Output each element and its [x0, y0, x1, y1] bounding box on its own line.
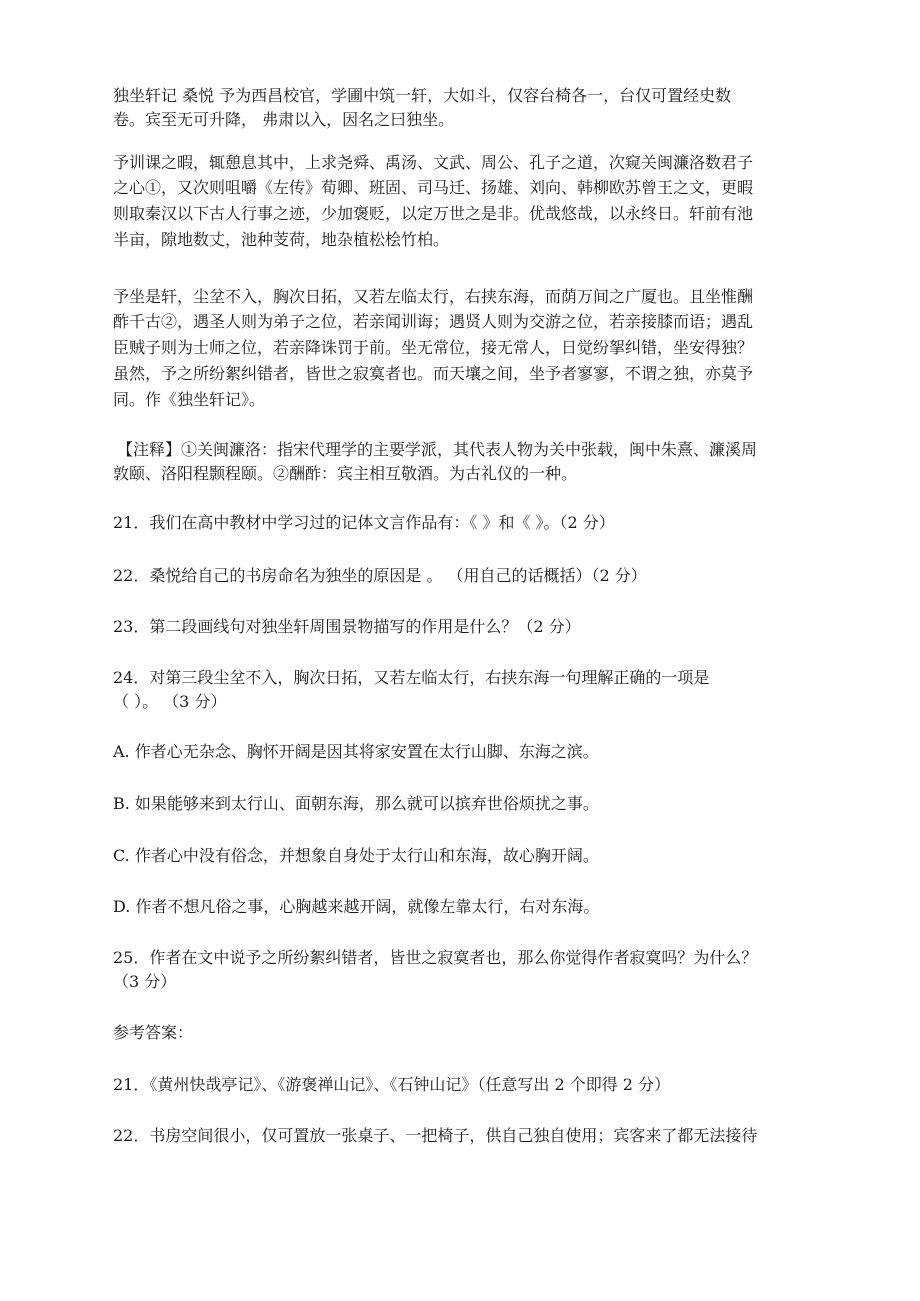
- passage-p2-line: 予训课之暇，辄憩息其中，上求尧舜、禹汤、文武、周公、孔子之道，次窥关闽濂洛数君子: [113, 153, 754, 172]
- option-a: A. 作者心无杂念、胸怀开阔是因其将家安置在太行山脚、东海之滨。: [113, 742, 599, 761]
- passage-p3-line: 同。作《独坐轩记》。: [113, 390, 266, 409]
- question-22: 22．桑悦给自己的书房命名为独坐的原因是 。 （用自己的话概括）（2 分）: [113, 566, 647, 585]
- question-24-cont: （ ）。 （3 分）: [113, 692, 227, 711]
- passage-p1-line: 卷。宾至无可升降， 弗肃以入，因名之曰独坐。: [113, 110, 455, 129]
- question-23: 23．第二段画线句对独坐轩周围景物描写的作用是什么？（2 分）: [113, 617, 581, 636]
- option-d: D. 作者不想凡俗之事，心胸越来越开阔，就像左靠太行，右对东海。: [113, 897, 600, 916]
- passage-p2-line: 则取秦汉以下古人行事之迹，少加褒贬，以定万世之是非。优哉悠哉，以永终日。轩前有池: [113, 204, 754, 223]
- passage-p3-line: 臣贼子则为士师之位，若亲降诛罚于前。坐无常位，接无常人，日觉纷挐纠错，坐安得独？: [113, 338, 754, 357]
- passage-p2-line: 之心①，又次则咀嚼《左传》荀卿、班固、司马迁、扬雄、刘向、韩柳欧苏曾王之文，更暇: [113, 178, 754, 197]
- annotation-line: 【注释】①关闽濂洛：指宋代理学的主要学派，其代表人物为关中张载，闽中朱熹、濂溪周: [117, 440, 758, 459]
- passage-p1-line: 独坐轩记 桑悦 予为西昌校官，学圃中筑一轩，大如斗，仅容台椅各一，台仅可置经史数: [113, 86, 732, 105]
- option-b: B. 如果能够来到太行山、面朝东海，那么就可以摈弃世俗烦扰之事。: [113, 794, 599, 813]
- annotation-line: 敦颐、洛阳程颢程颐。②酬酢：宾主相互敬酒。为古礼仪的一种。: [113, 464, 578, 483]
- option-c: C. 作者心中没有俗念，并想象自身处于太行山和东海，故心胸开阔。: [113, 846, 599, 865]
- question-25-cont: （3 分）: [113, 972, 177, 991]
- answer-22: 22．书房空间很小，仅可置放一张桌子、一把椅子，供自己独自使用；宾客来了都无法接待: [113, 1126, 758, 1145]
- answers-heading: 参考答案：: [113, 1023, 194, 1042]
- passage-p3-line: 予坐是轩，尘坌不入，胸次日拓，又若左临太行，右挟东海，而荫万间之广厦也。且坐惟酬: [113, 287, 754, 306]
- question-24: 24．对第三段尘坌不入，胸次日拓，又若左临太行，右挟东海一句理解正确的一项是: [113, 668, 710, 687]
- passage-p2-line: 半亩，隙地数丈，池种芰荷，地杂植松桧竹柏。: [113, 230, 450, 249]
- question-21: 21．我们在高中教材中学习过的记体文言作品有：《 》和《 》。（2 分）: [113, 513, 615, 532]
- question-25: 25．作者在文中说予之所纷絮纠错者，皆世之寂寞者也，那么你觉得作者寂寞吗？为什么？: [113, 948, 758, 967]
- passage-p3-line: 虽然，予之所纷絮纠错者，皆世之寂寞者也。而天壤之间，坐予者寥寥，不谓之独，亦莫予: [113, 364, 754, 383]
- passage-p3-line: 酢千古②，遇圣人则为弟子之位，若亲闻训诲；遇贤人则为交游之位，若亲接膝而语；遇乱: [113, 312, 754, 331]
- answer-21: 21．《黄州快哉亭记》、《游褒禅山记》、《石钟山记》（任意写出 2 个即得 2 分）: [113, 1075, 671, 1094]
